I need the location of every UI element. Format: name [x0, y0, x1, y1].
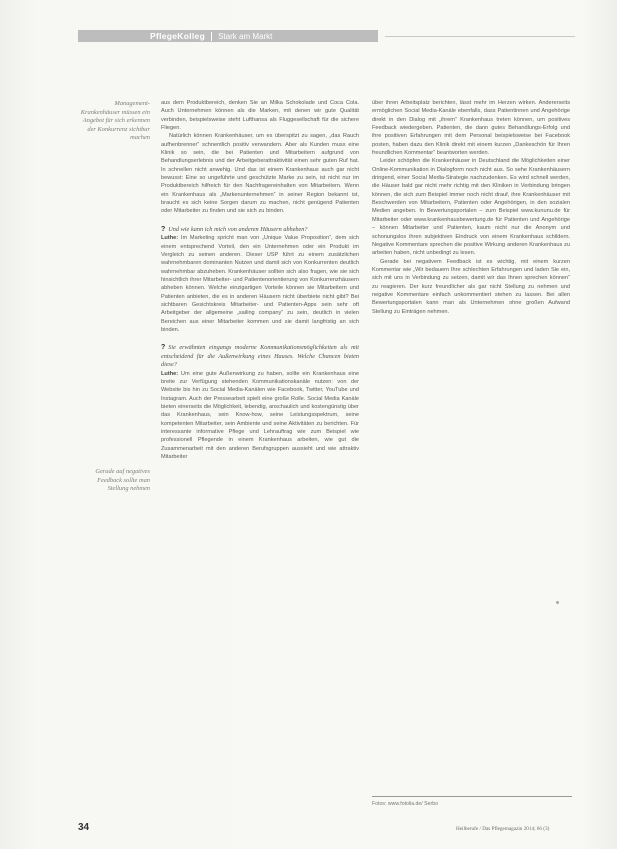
- answer-text: Im Marketing spricht man von „Unique Value Proposition“, dem sich einem entsprechend Vorteil, den ein Unternehmen oder ein Produkt im Vergleich zu seinen anderen. Dieser USP führt zu einem zusätzlichen wahrnehmbaren dominanten Nutzen und damit sich von Konkurrenten deutlich wahrnehmbar abzuheben. Krankenhäuser sollten sich also fragen, wie sie sich hinsichtlich ihrer Mitarbeiter- und Patientenorientierung von Konkurrenzhäusern abheben können. Welche einzigartigen Vorteile können sie Mitarbeitern und Patienten anbieten, die es in anderen Häusern nicht überbiete nicht gibt? Bei sichtbaren Gesichtskreis Mitarbeiter- und Patienten-Apps sein sehr oft Arbeitgeber der allgemeine „sailing company“ zu sein, deutlich in vielen Bereichen aus einer Mitarbeiter kommen und sie damit langfristig an sich binden.: [161, 235, 359, 333]
- paragraph: über ihren Arbeitsplatz berichten, lässt mehr im Herzen wirken. Andererseits ermöglichen Social Media-Kanäle ebenfalls, dass Patientinnen und Angehörige direkt in den Dialog mit „ihrem“ Krankenhaus treten können, um positives Feedback wiedergeben. Patienten, die dann gutes Behandlungs-Erfolg und ihre positiven Erfahrungen mit dem Personal beispielsweise bei Facebook posten, haben dazu den Klinik direkt mit einem kurzen „Dankeschön für Ihren freundlichen Kommentar“ beantworten werden.: [372, 100, 570, 157]
- question-text: Und wie kann ich mich von anderen Häusern abheben?: [168, 225, 308, 233]
- credit-rule: [372, 796, 572, 797]
- journal-citation: Heilberufe / Das Pflegemagazin 2014; 66 (3): [456, 826, 550, 832]
- right-column: [372, 99, 570, 316]
- paragraph: Natürlich können Krankenhäuser, um es überspitzt zu sagen, „das Rauch aufhenbrenner“ schnentlich positiv verwandern. Aber als Kunden muss eine Klinik so sein, die bei Patienten und Mitarbeitern aufgrund von Behandlungserlebnis und der Arbeitgeberattraktivität einen sehr guten Ruf hat. In schnellen nicht anwehig. Und das ist einem Krankenhaus auch gar nicht bewusst: Eine so ungeführte und geschützte Marke zu sein, ist nicht nur im Produktbereich hilfreich für den Nachfragereinhalten von Mitarbeitern. Wenn ein Krankenhaus als „Markenunternehmen“ in seiner Region bekannt ist, braucht es sich keine Sorgen darum zu machen, nicht genügend Patienten oder Mitarbeiter zu finden und sie sich zu binden.: [161, 133, 359, 215]
- paragraph: Leider schöpfen die Krankenhäuser in Deutschland die Möglichkeiten einer Online-Kommunikation in Dialogform noch nicht aus. So sehe Krankenhäusern dringend, einer Social Media-Strategie nachzudenken. Es wird schnell werden, die Häuser bald gar nicht mehr richtig mit den Kliniken in Verbindung bringen können, die sich zum Beispiel immer noch nicht drauf, ihre Krankenhäuser mit Beschwerden von Mitarbeitern, Patienten oder Angehörigen, in den sozialen Medien angeben. In Bewertungsportalen – zum Beispiel www.kununu.de für Mitarbeiter oder www.krankenhausbewertung.de für Patienten und Angehörige – können Mitarbeiter und Patienten, kaum nicht nur die Anonym und schonungslos ihren subjektiven Eindruck von einem Krankenhaus schildern. Negative Kommentare sprechen die positive Wirkung anderen Krankenhaus zu arbeiten haben, nicht unbedingt zu lesen.: [372, 158, 570, 257]
- photo-credit: Fotos: www.fotolia.de/ Serbo: [372, 801, 439, 807]
- question-text: Sie erwähnten eingangs moderne Kommunikationsmöglichkeiten als mit entscheidend für die Außenwirkung eines Hauses. Welche Chancen bieten diese?: [161, 344, 359, 369]
- speaker-label: Luthe:: [161, 370, 179, 377]
- margin-note-2: Gerade auf negatives Feedback sollte man Stellung nehmen: [95, 468, 150, 493]
- paragraph: Gerade bei negativem Feedback ist es wichtig, mit einem kurzen Kommentar wie „Wir bedauern Ihre schlechten Erfahrungen und laden Sie ein, sich mit uns in Verbindung zu setzen, damit wir das Ihnen sprechen können“ zu reagieren. Der kurz freundlicher als gar nicht Stellung zu nehmen und negative Kommentare einfach unkommentiert stehen zu lassen. Bei allen Bewertungsportalen kann man als Unternehmen ohne großen Aufwand Stellung zu Einträgen nehmen.: [372, 258, 570, 315]
- answer-text: Um eine gute Außenwirkung zu haben, sollte ein Krankenhaus eine breite zur Verfügung stehenden Kommunikationskanäle nutzen: von der Website bis hin zu Social Media-Kanälen wie Facebook, Twitter, YouTube und Instagram. Auch der Pressearbeit spielt eine große Rolle. Social Media Kanäle bieten einerseits die Möglichkeit, lebendig, anschaulich und kostengünstig über das Krankenhaus, sein Know-how, seine Leistungsspektrum, seine kompetenten Mitarbeiter, sein Ambiente und seine Aktivitäten zu berichten. Für interessante informative Pflege und Lehrauftrag wie zum Beispiel wie professionell Pflegende in einem Krankenhaus arbeiten, wie gut die Zusammenarbeit mit den anderen Berufsgruppen aussieht und wie attraktiv Mitarbeiter: [161, 370, 359, 460]
- interview-answer: [161, 370, 359, 462]
- interview-question: [161, 226, 359, 234]
- speaker-label: Luthe:: [161, 235, 179, 242]
- interview-answer: [161, 234, 359, 334]
- question-mark: ?: [161, 225, 166, 233]
- header-brand: PflegeKolleg: [150, 31, 206, 41]
- question-mark: ?: [161, 344, 166, 352]
- header-rule: [385, 36, 575, 37]
- margin-note-1: Management-Krankenhäuser müssen ein Angebot für sich erkennen der Konkurrenz sichtbar machen: [80, 100, 150, 142]
- page-number: 34: [78, 822, 90, 833]
- paragraph: aus dem Produktbereich, denken Sie an Milka Schokolade und Coca Cola. Auch Unternehmen können als die Marken, mit denen wir gute Qualität verbinden, beispielsweise steht Lufthansa als Fluggesellschaft für die sichere Fliegen.: [161, 100, 359, 132]
- paper-speck: [556, 601, 559, 604]
- left-column: [161, 99, 359, 461]
- header-separator: [211, 32, 212, 41]
- running-header: [78, 30, 378, 42]
- header-section: Stark am Markt: [218, 31, 273, 41]
- interview-question: [161, 344, 359, 369]
